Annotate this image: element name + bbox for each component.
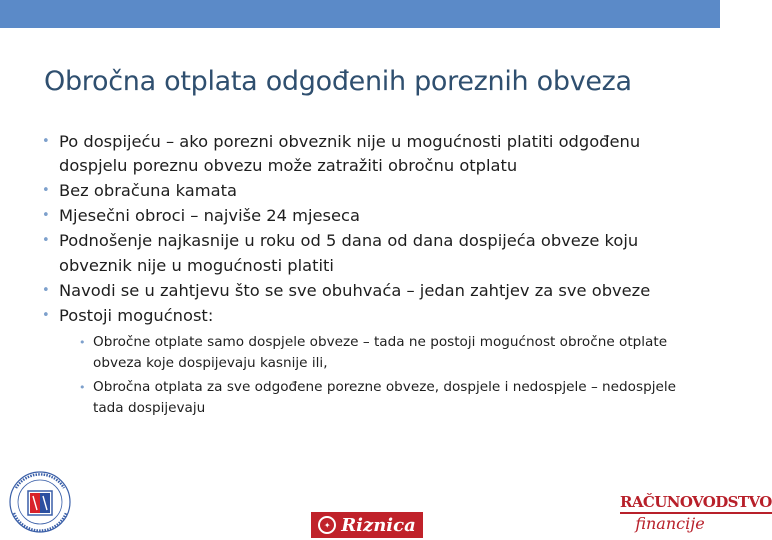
bullet-item <box>42 304 692 419</box>
bullet-text: Podnošenje najkasnije u roku od 5 dana od dana dospijeća obveze koju obveznik nije u mogućnosti platiti <box>59 231 639 275</box>
bullet-dot-icon: • <box>42 307 50 323</box>
bullet-text: Navodi se u zahtjevu što se sve obuhvaća – jedan zahtjev za sve obveze <box>59 280 651 300</box>
racunovodstvo-logo <box>620 492 772 538</box>
bullet-item <box>42 130 692 179</box>
bullet-item <box>42 179 692 203</box>
sub-bullet-item <box>79 377 704 419</box>
top-accent-bar <box>0 0 720 28</box>
riznica-logo <box>311 512 423 538</box>
institution-logo-icon <box>6 458 74 540</box>
logo-bottom-text: financije <box>635 514 705 533</box>
bullet-item <box>42 229 692 278</box>
bullet-dot-icon: • <box>42 134 50 149</box>
sub-bullet-text: Obročna otplata za sve odgođene porezne obveze, dospjele i nedospjele – nedospjele tada dospijevaju <box>93 379 676 417</box>
seal-icon: ✦ <box>318 516 336 534</box>
bullet-dot-icon: • <box>42 183 50 199</box>
bullet-text: Postoji mogućnost: <box>59 305 214 325</box>
sub-bullet-item <box>79 332 704 374</box>
bullet-text: Bez obračuna kamata <box>59 181 237 201</box>
bullet-list <box>42 130 692 422</box>
sub-bullet-list <box>59 332 704 419</box>
riznica-logo-text: Riznica <box>341 514 416 536</box>
bullet-text: Po dospijeću – ako porezni obveznik nije u mogućnosti platiti odgođenu dospjelu poreznu obvezu može zatražiti obročnu otplatu <box>59 132 641 176</box>
bullet-dot-icon: • <box>79 336 86 350</box>
bullet-text: Mjesečni obroci – najviše 24 mjeseca <box>59 206 360 226</box>
sub-bullet-text: Obročne otplate samo dospjele obveze – tada ne postoji mogućnost obročne otplate obveza koje dospijevaju kasnije ili, <box>93 334 668 372</box>
bullet-dot-icon: • <box>42 233 50 249</box>
bullet-item <box>42 279 692 303</box>
bullet-dot-icon: • <box>42 282 50 298</box>
bullet-dot-icon: • <box>42 208 50 224</box>
logo-top-text: RAČUNOVODSTVO <box>620 492 772 514</box>
bullet-item <box>42 204 692 228</box>
slide-title: Obročna otplata odgođenih poreznih obveza <box>44 66 632 97</box>
bullet-dot-icon: • <box>79 381 86 395</box>
